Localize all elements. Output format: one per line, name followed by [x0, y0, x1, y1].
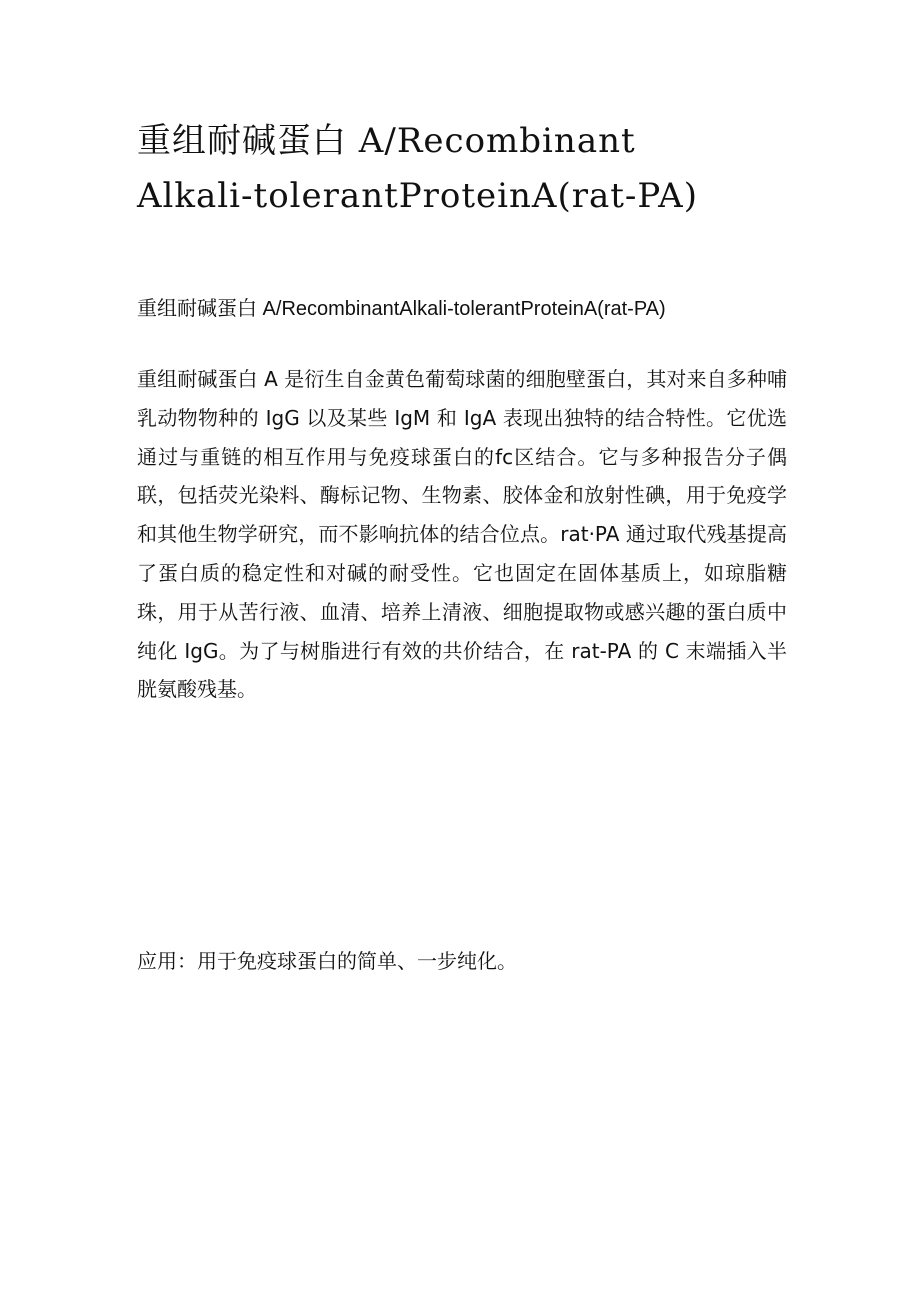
title-line-2: Alkali-tolerantProteinA(rat-PA) — [137, 176, 698, 216]
title-line-1: 重组耐碱蛋白 A/Recombinant — [137, 121, 636, 161]
description-paragraph: 重组耐碱蛋白 A 是衍生自金黄色葡萄球菌的细胞壁蛋白，其对来自多种哺乳动物物种的 IgG 以及某些 IgM 和 IgA 表现出独特的结合特性。它优选通过与重链的相互作用与免疫球蛋白的fc区结合。它与多种报告分子偶联，包括荧光染料、酶标记物、生物素、胶体金和放射性碘，用于免疫学和其他生物学研究，而不影响抗体的结合位点。rat·PA 通过取代残基提高了蛋白质的稳定性和对碱的耐受性。它也固定在固体基质上，如琼脂糖珠，用于从苦行液、血清、培养上清液、细胞提取物或感兴趣的蛋白质中纯化 IgG。为了与树脂进行有效的共价结合，在 rat-PA 的 C 末端插入半胱氨酸残基。 — [137, 367, 787, 702]
document-subtitle: 重组耐碱蛋白 A/RecombinantAlkali-tolerantProteinA(rat-PA) — [137, 298, 666, 320]
application-paragraph: 应用：用于免疫球蛋白的简单、一步纯化。 — [137, 949, 517, 973]
document-title — [137, 114, 837, 224]
